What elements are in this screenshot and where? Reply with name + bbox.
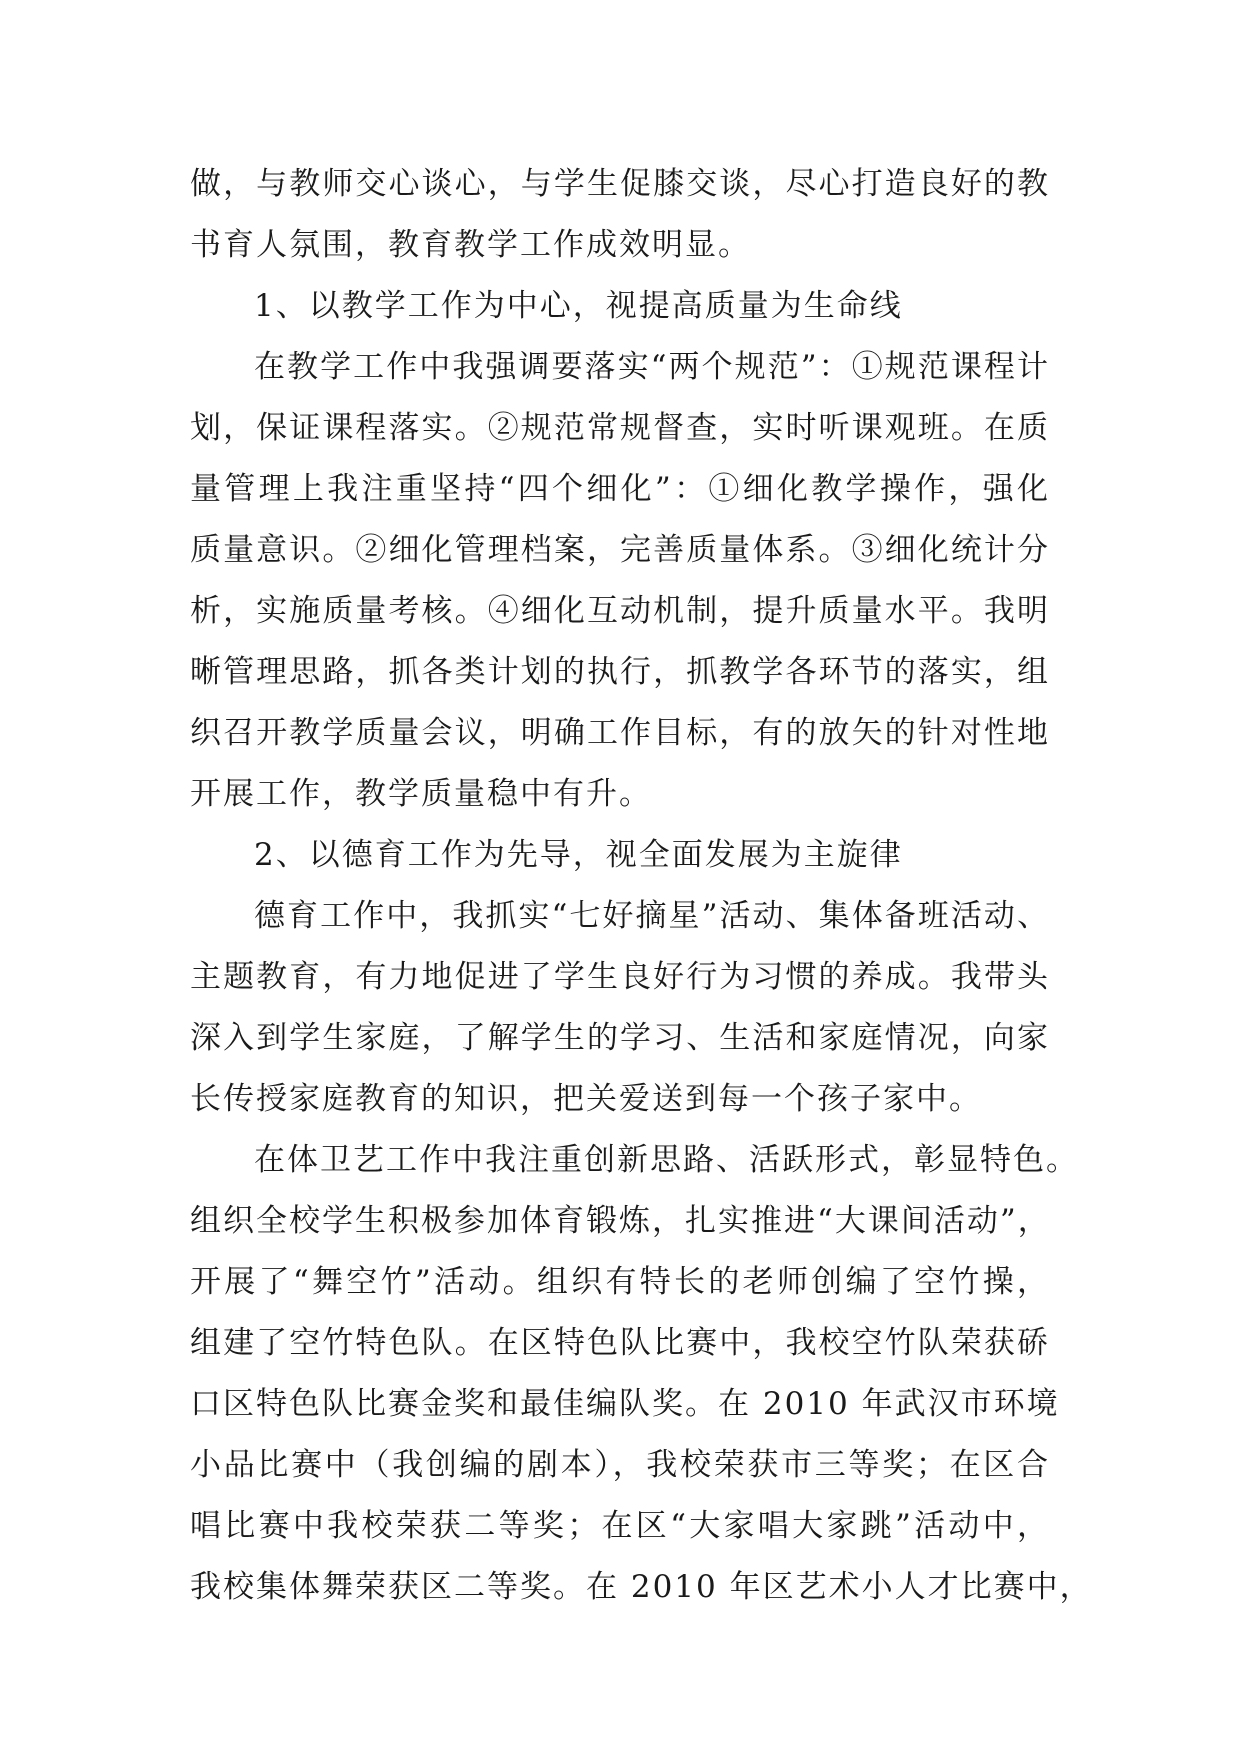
text-line: 织召开教学质量会议，明确工作目标，有的放矢的针对性地 [190, 715, 1050, 751]
text-line: 做，与教师交心谈心，与学生促膝交谈，尽心打造良好的教 [190, 166, 1050, 202]
text-line: 深入到学生家庭，了解学生的学习、生活和家庭情况，向家 [190, 1020, 1050, 1056]
text-line: 主题教育，有力地促进了学生良好行为习惯的养成。我带头 [190, 959, 1050, 995]
text-line: 在教学工作中我强调要落实“两个规范”：①规范课程计 [254, 349, 1050, 385]
section-heading: 1、以教学工作为中心，视提高质量为生命线 [254, 288, 903, 324]
text-line: 书育人氛围，教育教学工作成效明显。 [190, 227, 751, 263]
text-line: 口区特色队比赛金奖和最佳编队奖。在 2010 年武汉市环境 [190, 1386, 1060, 1422]
text-line: 划，保证课程落实。②规范常规督查，实时听课观班。在质 [190, 410, 1050, 446]
text-line: 小品比赛中（我创编的剧本），我校荣获市三等奖；在区合 [190, 1447, 1050, 1483]
text-line: 我校集体舞荣获区二等奖。在 2010 年区艺术小人才比赛中， [190, 1569, 1093, 1605]
text-line: 晰管理思路，抓各类计划的执行，抓教学各环节的落实，组 [190, 654, 1050, 690]
text-line: 开展了“舞空竹”活动。组织有特长的老师创编了空竹操， [190, 1264, 1050, 1300]
text-line: 组建了空竹特色队。在区特色队比赛中，我校空竹队荣获硚 [190, 1325, 1050, 1361]
text-line: 质量意识。②细化管理档案，完善质量体系。③细化统计分 [190, 532, 1050, 568]
text-line: 量管理上我注重坚持“四个细化”：①细化教学操作，强化 [190, 471, 1050, 507]
text-line: 唱比赛中我校荣获二等奖；在区“大家唱大家跳”活动中， [190, 1508, 1050, 1544]
text-line: 组织全校学生积极参加体育锻炼，扎实推进“大课间活动”， [190, 1203, 1051, 1239]
text-line: 德育工作中，我抓实“七好摘星”活动、集体备班活动、 [254, 898, 1050, 934]
body-text [190, 154, 1093, 1618]
text-line: 析，实施质量考核。④细化互动机制，提升质量水平。我明 [190, 593, 1050, 629]
section-heading: 2、以德育工作为先导，视全面发展为主旋律 [254, 837, 903, 873]
text-line: 长传授家庭教育的知识，把关爱送到每一个孩子家中。 [190, 1081, 982, 1117]
text-line: 开展工作，教学质量稳中有升。 [190, 776, 652, 812]
text-line: 在体卫艺工作中我注重创新思路、活跃形式，彰显特色。 [254, 1142, 1079, 1178]
